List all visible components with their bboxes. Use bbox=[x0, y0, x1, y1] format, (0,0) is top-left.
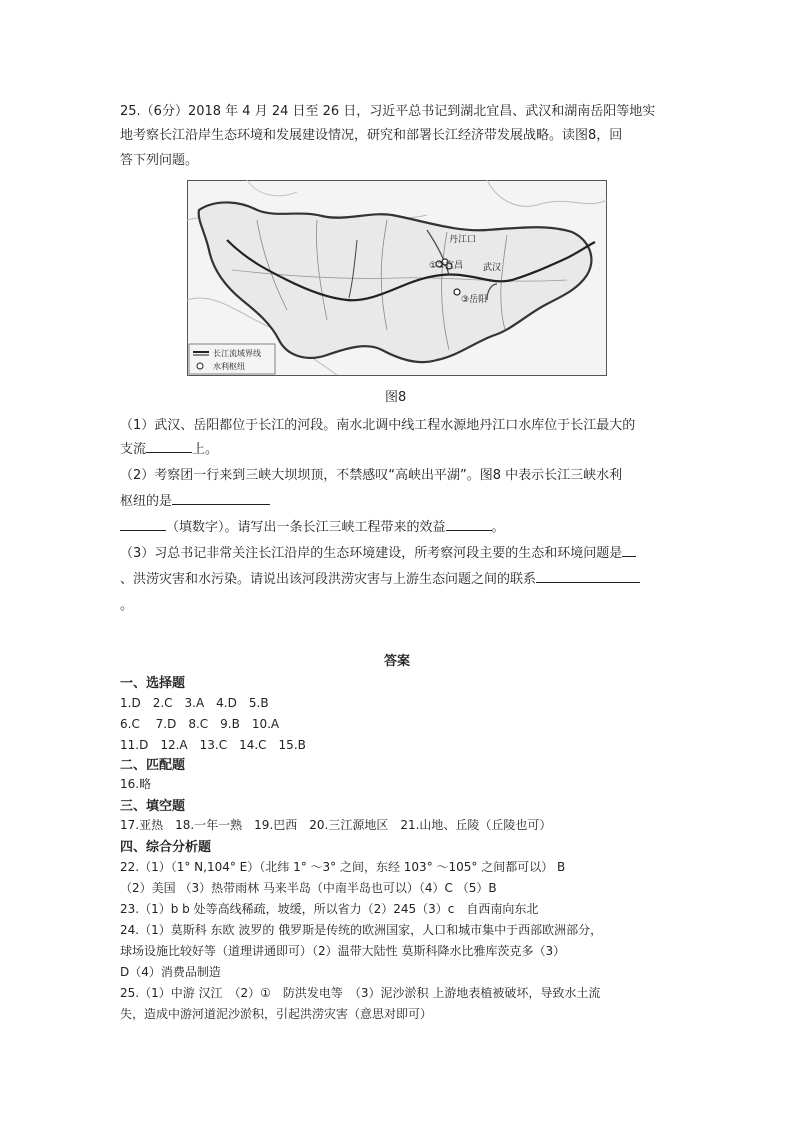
figure-caption: 图8 bbox=[385, 390, 407, 405]
answer-row: 24.（1）莫斯科 东欧 波罗的 俄罗斯是传统的欧洲国家，人口和城市集中于西部欧洲部分， bbox=[120, 923, 603, 937]
subq-2-line-a: （2）考察团一行来到三峡大坝坝顶，不禁感叹“高峡出平湖”。图8 中表示长江三峡水利 bbox=[120, 468, 623, 483]
subq-2-line-c: （填数字）。请写出一条长江三峡工程带来的效益 。 bbox=[120, 516, 505, 535]
svg-text:武汉: 武汉 bbox=[483, 263, 502, 273]
answers-title: 答案 bbox=[384, 654, 411, 669]
subq-3-line-c: 。 bbox=[120, 598, 134, 613]
subq-3-line-b: 、洪涝灾害和水污染。请说出该河段洪涝灾害与上游生态问题之间的联系 bbox=[120, 568, 640, 587]
answer-row: 11.D 12.A 13.C 14.C 15.B bbox=[120, 738, 306, 752]
answer-blank[interactable] bbox=[146, 438, 192, 453]
svg-text:丹江口: 丹江口 bbox=[449, 235, 477, 245]
answer-row: 22.（1）（1° N,104° E）（北纬 1° ～3° 之间，东经 103° ～105° 之间都可以） B bbox=[120, 860, 566, 874]
subq-1-line-a: （1）武汉、岳阳都位于长江的河段。南水北调中线工程水源地丹江口水库位于长江最大的 bbox=[120, 418, 636, 433]
svg-text:③岳阳: ③岳阳 bbox=[461, 295, 488, 305]
answer-row: D（4）消费品制造 bbox=[120, 965, 221, 979]
question-line-1: 25.（6分）2018 年 4 月 24 日至 26 日，习近平总书记到湖北宜昌、武汉和湖南岳阳等地实 bbox=[120, 104, 656, 119]
answer-blank[interactable] bbox=[622, 542, 636, 557]
answer-row: 6.C 7.D 8.C 9.B 10.A bbox=[120, 717, 280, 731]
answer-row: （2）美国 （3）热带雨林 马来半岛（中南半岛也可以）（4）C （5）B bbox=[120, 881, 497, 895]
answer-row: 1.D 2.C 3.A 4.D 5.B bbox=[120, 696, 269, 710]
answer-row: 球场设施比较好等（道理讲通即可）（2）温带大陆性 莫斯科降水比雅库茨克多（3） bbox=[120, 944, 566, 958]
answer-row: 失，造成中游河道泥沙淤积，引起洪涝灾害（意思对即可） bbox=[120, 1007, 433, 1021]
answer-row: 25.（1）中游 汉江 （2）① 防洪发电等 （3）泥沙淤积 上游地表植被破坏，导致水土流 bbox=[120, 986, 601, 1000]
answer-row: 23.（1）b b 处等高线稀疏，坡缓，所以省力（2）245（3）c 自西南向东北 bbox=[120, 902, 539, 916]
section-heading: 二、匹配题 bbox=[120, 758, 186, 773]
answer-row: 16.略 bbox=[120, 777, 152, 791]
svg-text:①②宜昌: ①②宜昌 bbox=[429, 261, 464, 271]
answer-blank[interactable] bbox=[172, 490, 270, 505]
svg-text:水利枢纽: 水利枢纽 bbox=[213, 362, 245, 371]
question-line-3: 答下列问题。 bbox=[120, 153, 199, 168]
answer-blank[interactable] bbox=[536, 568, 640, 583]
subq-1-line-b: 支流 上。 bbox=[120, 438, 218, 457]
section-heading: 一、选择题 bbox=[120, 676, 186, 691]
svg-text:长江流域界线: 长江流域界线 bbox=[213, 349, 261, 358]
answer-blank[interactable] bbox=[446, 516, 492, 531]
subq-3-line-a: （3）习总书记非常关注长江沿岸的生态环境建设，所考察河段主要的生态和环境问题是 bbox=[120, 542, 636, 561]
question-line-2: 地考察长江沿岸生态环境和发展建设情况，研究和部署长江经济带发展战略。读图8，回 bbox=[120, 128, 623, 143]
yangtze-basin-map bbox=[187, 180, 607, 376]
subq-2-line-b: 枢纽的是 bbox=[120, 490, 270, 509]
answer-blank[interactable] bbox=[120, 516, 166, 531]
section-heading: 四、综合分析题 bbox=[120, 840, 212, 855]
section-heading: 三、填空题 bbox=[120, 799, 186, 814]
answer-row: 17.亚热 18.一年一熟 19.巴西 20.三江源地区 21.山地、丘陵（丘陵也可） bbox=[120, 818, 552, 832]
